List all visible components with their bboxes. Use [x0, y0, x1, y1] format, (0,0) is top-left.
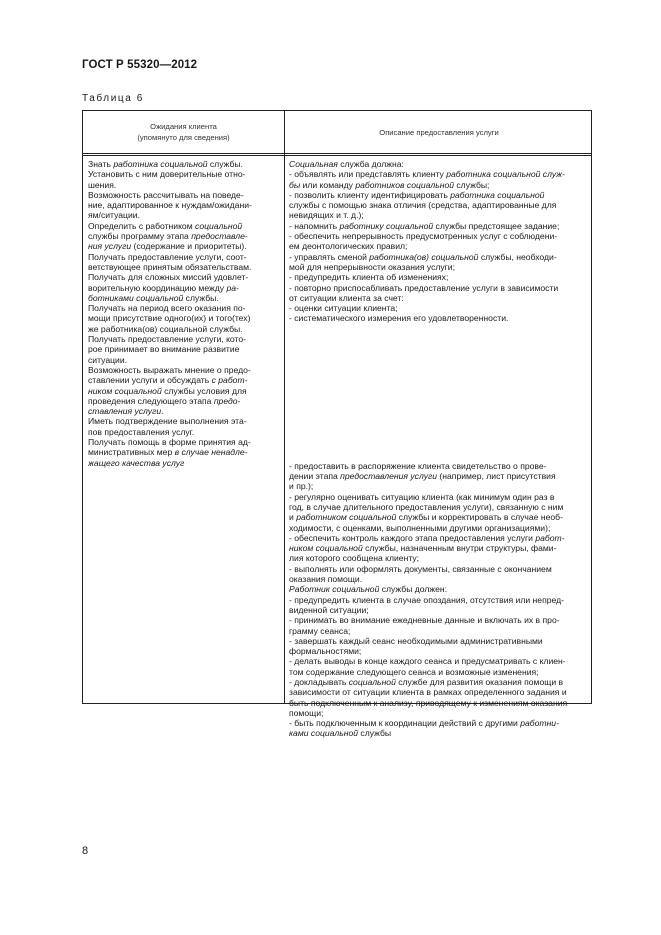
text-line: - предупредить клиента в случае опоздания, отсутствия или непред-: [289, 594, 564, 605]
text-line: быть подключенным к анализу, приводящему к изменениям оказания: [289, 697, 568, 708]
text-line: том содержание следующего сеанса и возможные изменения;: [289, 666, 539, 677]
text-line: службы с помощью знака отличия (средства, адаптированные для: [289, 200, 557, 211]
text-line: мощи присутствие одного(их) и того(тех): [88, 313, 251, 324]
text-line: - докладывать социальной службе для развития оказания помощи в: [289, 676, 564, 687]
column-header-line: Описание предоставления услуги: [379, 127, 499, 137]
text-line: - делать выводы в конце каждого сеанса и предусматривать с клиен-: [289, 656, 566, 667]
text-line: зависимости от ситуации клиента в рамках определенного задания и: [289, 687, 567, 698]
text-line: дении этапа предоставления услуги (например, лист присутствия: [289, 471, 556, 482]
text-line: ния услуги (содержание и приоритеты).: [88, 241, 247, 252]
text-line: Получать предоставление услуги, кото-: [88, 334, 247, 345]
text-line: невидящих и т. д.);: [289, 210, 364, 221]
text-line: ям/ситуации.: [88, 210, 140, 221]
text-line: шения.: [88, 179, 117, 190]
text-line: Знать работника социальной службы.: [88, 159, 243, 169]
text-line: ние, адаптированное к нуждам/ожидани-: [88, 200, 252, 211]
spacer: [289, 324, 588, 461]
text-line: - завершать каждый сеанс необходимыми административными: [289, 635, 543, 646]
column-header-service-description: [285, 111, 593, 153]
text-line: - повторно приспосабливать предоставление услуги в зависимости: [289, 282, 559, 293]
text-line: виденной ситуации;: [289, 604, 369, 615]
text-line: оказания помощи.: [289, 574, 363, 585]
standard-header: ГОСТ Р 55320—2012: [82, 59, 198, 71]
text-line: службы программу этапа предоставле-: [88, 231, 248, 242]
text-line: Получать предоставление услуги, соот-: [88, 251, 247, 262]
text-line: ситуации.: [88, 354, 128, 365]
text-line: - систематического измерения его удовлетворенности.: [289, 313, 509, 324]
text-line: проведения следующего этапа предо-: [88, 395, 241, 406]
text-line: - напомнить работнику социальной службы предстоящее задание;: [289, 220, 560, 231]
text-line: - обеспечить контроль каждого этапа предоставления услуги работ-: [289, 532, 565, 543]
text-line: формальностями;: [289, 646, 362, 657]
column-divider: [284, 111, 285, 703]
text-line: - выполнять или оформлять документы, связанные с окончанием: [289, 563, 552, 574]
text-line: - быть подключенным к координации действий с другими работни-: [289, 718, 559, 729]
text-line: ем деонтологических правил;: [289, 241, 408, 252]
text-line: грамму сеанса;: [289, 625, 351, 636]
table-caption: Таблица 6: [82, 93, 144, 104]
client-expectations-column: [88, 159, 278, 468]
text-line: пов предоставления услуг.: [88, 426, 195, 437]
column-header-line: Ожидания клиента: [150, 122, 217, 131]
header-divider-double: [83, 155, 591, 156]
text-line: помощи;: [289, 707, 324, 718]
text-line: и работником социальной службы и корректировать в случае необ-: [289, 512, 563, 523]
text-line: бы или команду работников социальной службы;: [289, 179, 490, 190]
column-header-client-expectations: [83, 111, 284, 153]
text-line: рое принимает во внимание развитие: [88, 344, 240, 355]
column-header-note: (упомянуто для сведения): [137, 133, 230, 142]
text-line: Иметь подтверждение выполнения эта-: [88, 416, 247, 427]
service-description-column: [289, 159, 588, 739]
text-line: и пр.);: [289, 481, 314, 492]
text-line: Установить с ним доверительные отно-: [88, 169, 246, 180]
page-number: 8: [82, 845, 89, 857]
text-line: - объявлять или представлять клиенту работника социальной служ-: [289, 169, 566, 180]
text-line: ботниками социальной службы.: [88, 292, 219, 303]
text-line: ками социальной службы: [289, 728, 392, 739]
text-line: - оценки ситуации клиента;: [289, 303, 398, 314]
text-line: жащего качества услуг: [88, 457, 185, 468]
service-table: [82, 110, 592, 739]
text-line: ником социальной службы условия для: [88, 385, 247, 396]
text-line: же работника(ов) социальной службы.: [88, 323, 243, 334]
text-line: ветствующее принятым обязательствам.: [88, 261, 252, 272]
text-line: лия которого сообщена клиенту;: [289, 553, 420, 564]
text-line: - предупредить клиента об изменениях;: [289, 272, 449, 283]
text-line: - позволить клиенту идентифицировать работника социальной: [289, 189, 545, 200]
text-line: ходимости, с оценками, выполненными другими организациями);: [289, 522, 551, 533]
text-line: - предоставить в распоряжение клиента свидетельство о прове-: [289, 460, 547, 471]
header-divider: [83, 153, 591, 154]
text-line: от ситуации клиента за счет:: [289, 292, 404, 303]
text-line: ставлении услуги и обсуждать с работ-: [88, 375, 248, 386]
text-line: ворительную координацию между ра-: [88, 282, 239, 293]
text-line: - регулярно оценивать ситуацию клиента (как минимум один раз в: [289, 491, 555, 502]
text-line: Возможность рассчитывать на поведе-: [88, 189, 244, 200]
text-line: министративных мер в случае ненадле-: [88, 447, 248, 458]
text-line: мой для непрерывности оказания услуги;: [289, 261, 456, 272]
text-line: Работник социальной службы должен:: [289, 584, 448, 595]
text-line: Получать помощь в форме принятия ад-: [88, 437, 251, 448]
text-line: ником социальной службы, назначенным внутри структуры, фами-: [289, 543, 557, 554]
text-line: Получать на период всего оказания по-: [88, 303, 246, 314]
text-line: Определить с работником социальной: [88, 220, 243, 231]
text-line: Возможность выражать мнение о предо-: [88, 364, 251, 375]
text-line: Социальная служба должна:: [289, 159, 404, 169]
text-line: год, в случае длительного предоставления услуги), связанную с ним: [289, 501, 564, 512]
text-line: Получать для сложных миссий удовлет-: [88, 272, 249, 283]
text-line: - принимать во внимание ежедневные данные и включать их в про-: [289, 615, 560, 626]
text-line: - обеспечить непрерывность предусмотренных услуг с соблюдени-: [289, 231, 558, 242]
text-line: - управлять сменой работника(ов) социальной службы, необходи-: [289, 251, 557, 262]
text-line: ставления услуги.: [88, 406, 164, 417]
